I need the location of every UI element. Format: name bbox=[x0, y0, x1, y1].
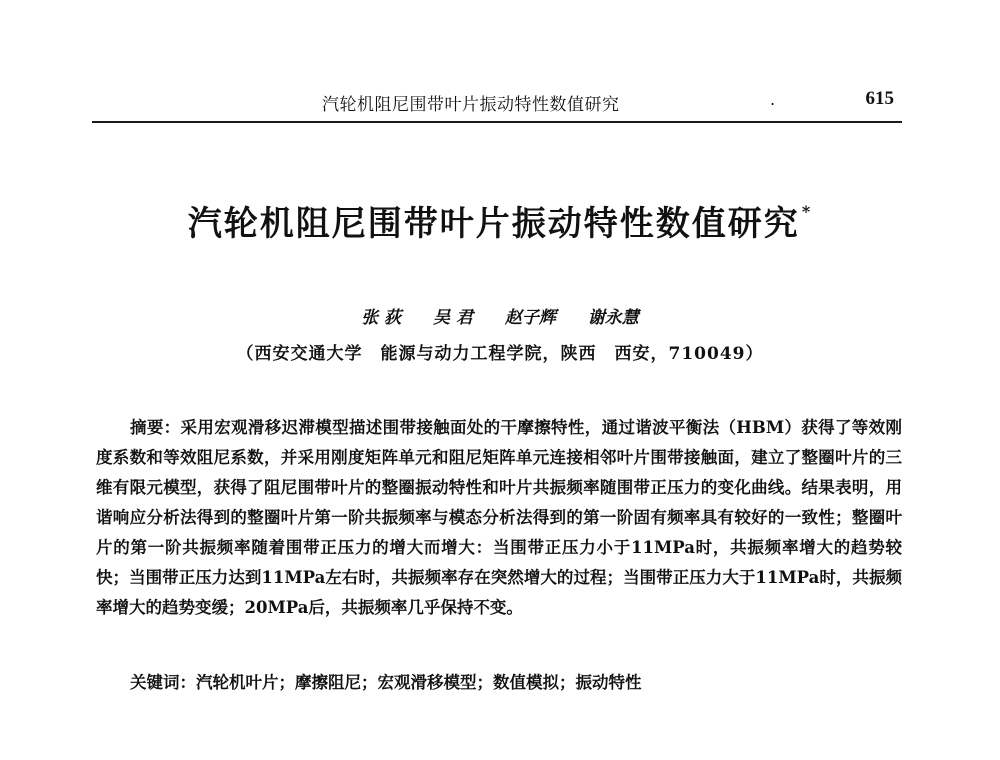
running-header bbox=[92, 88, 900, 120]
affiliation: （西安交通大学 能源与动力工程学院，陕西 西安，710049） bbox=[236, 344, 764, 364]
title-footnote-mark: * bbox=[801, 202, 813, 221]
header-rule bbox=[92, 121, 902, 123]
paper-title bbox=[0, 196, 1000, 245]
paper-title-text: 汽轮机阻尼围带叶片振动特性数值研究 bbox=[187, 204, 800, 244]
author: 赵子辉 bbox=[504, 308, 556, 328]
author-list bbox=[0, 303, 1000, 328]
abstract-label: 摘要： bbox=[130, 418, 181, 437]
keywords-text: 汽轮机叶片；摩擦阻尼；宏观滑移模型；数值模拟；振动特性 bbox=[196, 673, 642, 692]
author: 张 荻 bbox=[361, 308, 402, 328]
page-number: 615 bbox=[865, 88, 894, 109]
keywords-label: 关键词： bbox=[130, 673, 196, 692]
author: 谢永慧 bbox=[587, 308, 639, 328]
author: 吴 君 bbox=[433, 308, 473, 328]
abstract-text: 采用宏观滑移迟滞模型描述围带接触面处的干摩擦特性，通过谐波平衡法（HBM）获得了等效刚度系数和等效阻尼系数，并采用刚度矩阵单元和阻尼矩阵单元连接相邻叶片围带接触面，建立了整圈叶片的三维有限元模型，获得了阻尼围带叶片的整圈振动特性和叶片共振频率随围带正压力的变化曲线。结果表明，用谐响应分析法得到的整圈叶片第一阶共振频率与模态分析法得到的第一阶固有频率具有较好的一致性；整圈叶片的第一阶共振频率随着围带正压力的增大而增大：当围带正压力小于11MPa时，共振频率增大的趋势较快；当围带正压力达到11MPa左右时，共振频率存在突然增大的过程；当围带正压力大于11MPa时，共振频率增大的趋势变缓；20MPa后，共振频率几乎保持不变。 bbox=[96, 418, 902, 617]
header-dot: . bbox=[770, 90, 776, 109]
keywords bbox=[130, 669, 900, 693]
running-title: 汽轮机阻尼围带叶片振动特性数值研究 bbox=[322, 95, 620, 115]
abstract bbox=[96, 413, 902, 623]
